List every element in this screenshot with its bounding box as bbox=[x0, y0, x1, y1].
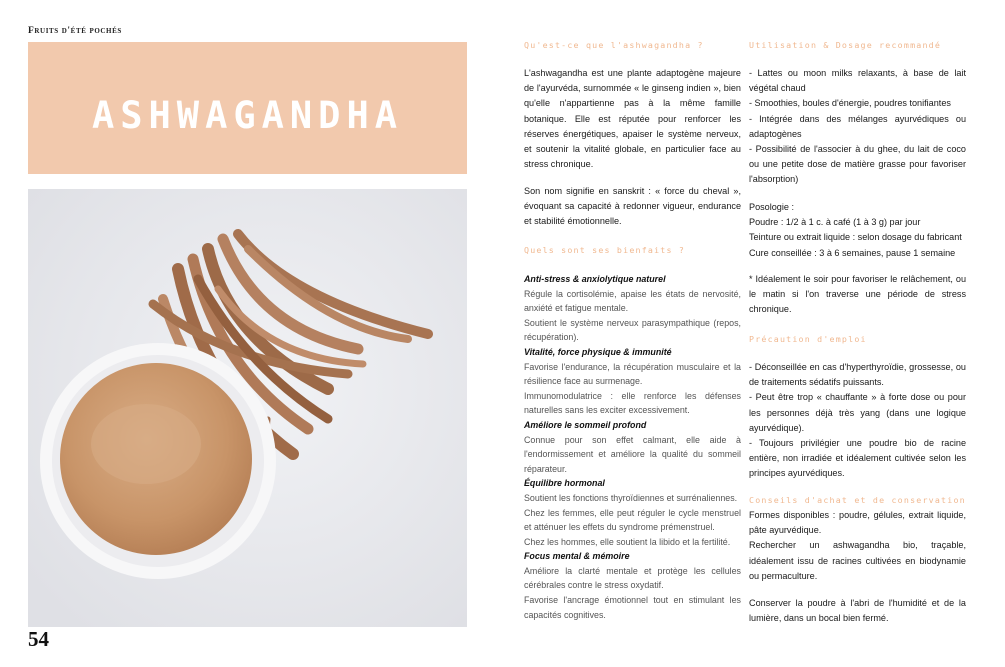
usage-list bbox=[749, 66, 966, 188]
benefit-title: Améliore le sommeil profond bbox=[524, 419, 647, 430]
benefit-title: Vitalité, force physique & immunité bbox=[524, 346, 672, 357]
benefit-line: Améliore la clarté mentale et protège les cellules cérébrales contre le stress oxydatif. bbox=[524, 565, 741, 591]
heading-usage: Utilisation & Dosage recommandé bbox=[749, 40, 942, 50]
heading-precautions: Précaution d'emploi bbox=[749, 334, 867, 344]
storage-paragraph: Conserver la poudre à l'abri de l'humidité et de la lumière, dans un bocal bien fermé. bbox=[749, 598, 966, 624]
section-label: Fruits d'été pochés bbox=[28, 26, 122, 36]
page-number: 54 bbox=[28, 627, 49, 651]
benefit-title: Anti-stress & anxiolytique naturel bbox=[524, 274, 666, 284]
intro-paragraph: L'ashwagandha est une plante adaptogène majeure de l'ayurvéda, surnommée « le ginseng indien », bien qu'elle n'appartienne pas à la même famille botanique. Elle est réputée pour renforcer les réserves énergétiques, apaiser le système nerveux, et soutenir la vitalité globale, en particulier face au stress chronique. bbox=[524, 68, 741, 170]
usage-item: - Possibilité de l'associer à du ghee, du lait de coco ou une petite dose de matière grasse pour favoriser l'absorption) bbox=[749, 144, 966, 185]
usage-item: - Intégrée dans des mélanges ayurvédiques ou adaptogènes bbox=[749, 113, 966, 139]
benefit-line: Soutient les fonctions thyroïdiennes et surrénaliennes. bbox=[524, 492, 738, 503]
usage-item: - Lattes ou moon milks relaxants, à base de lait végétal chaud bbox=[749, 68, 966, 94]
benefit-line: Régule la cortisolémie, apaise les états de nervosité, anxiété et fatigue mentale. bbox=[524, 288, 741, 314]
usage-item: - Smoothies, boules d'énergie, poudres tonifiantes bbox=[749, 98, 951, 109]
page-title: ASHWAGANDHA bbox=[91, 94, 404, 137]
usage-note: * Idéalement le soir pour favoriser le relâchement, ou le matin si l'on traverse une période de stress chronique. bbox=[749, 274, 966, 315]
title-banner bbox=[28, 42, 467, 174]
benefit-title: Équilibre hormonal bbox=[524, 478, 605, 489]
benefit-line: Chez les femmes, elle peut réguler le cycle menstruel et atténuer les effets du syndrome prémenstruel. bbox=[524, 507, 741, 533]
purchase-item: Rechercher un ashwagandha bio, traçable, idéalement issu de racines cultivées en biodynamie ou permaculture. bbox=[749, 540, 966, 581]
purchase-item: Formes disponibles : poudre, gélules, extrait liquide, pâte ayurvédique. bbox=[749, 510, 966, 536]
precautions-list bbox=[749, 360, 966, 482]
precaution-item: - Toujours privilégier une poudre bio de racine entière, non irradiée et idéalement cultivée selon les principes ayurvédiques. bbox=[749, 438, 966, 479]
posology-item: Poudre : 1/2 à 1 c. à café (1 à 3 g) par jour bbox=[749, 217, 921, 228]
heading-benefits: Quels sont ses bienfaits ? bbox=[524, 245, 686, 255]
benefit-line: Connue pour son effet calmant, elle aide à l'endormissement et améliore la qualité du sommeil réparateur. bbox=[524, 434, 741, 474]
benefit-line: Soutient le système nerveux parasympathique (repos, récupération). bbox=[524, 317, 741, 343]
posology-title: Posologie : bbox=[749, 202, 794, 212]
purchase-list bbox=[749, 508, 966, 584]
posology-item: Teinture ou extrait liquide : selon dosage du fabricant bbox=[749, 232, 962, 243]
name-paragraph: Son nom signifie en sanskrit : « force du cheval », évoquant sa capacité à redonner vigueur, endurance et stabilité émotionnelle. bbox=[524, 186, 741, 227]
benefit-line: Favorise l'endurance, la récupération musculaire et la résilience face au surmenage. bbox=[524, 361, 741, 387]
precaution-item: - Déconseillée en cas d'hyperthyroïdie, grossesse, ou de traitements sédatifs puissants. bbox=[749, 362, 966, 388]
precaution-item: - Peut être trop « chauffante » à forte dose ou pour les personnes déjà très yang (dans une logique ayurvédique). bbox=[749, 392, 966, 433]
posology-item: Cure conseillée : 3 à 6 semaines, pause 1 semaine bbox=[749, 247, 956, 258]
benefits-list bbox=[524, 272, 741, 622]
benefit-line: Favorise l'ancrage émotionnel tout en stimulant les capacités cognitives. bbox=[524, 595, 741, 620]
heading-purchase: Conseils d'achat et de conservation bbox=[749, 495, 966, 505]
heading-what-is: Qu'est-ce que l'ashwagandha ? bbox=[524, 40, 704, 50]
benefit-line: Chez les hommes, elle soutient la libido et la fertilité. bbox=[524, 536, 731, 547]
posology bbox=[749, 200, 966, 261]
benefit-line: Immunomodulatrice : elle renforce les défenses naturelles sans les exciter excessivement. bbox=[524, 390, 741, 416]
benefit-title: Focus mental & mémoire bbox=[524, 551, 630, 562]
ashwagandha-photo bbox=[28, 189, 467, 627]
